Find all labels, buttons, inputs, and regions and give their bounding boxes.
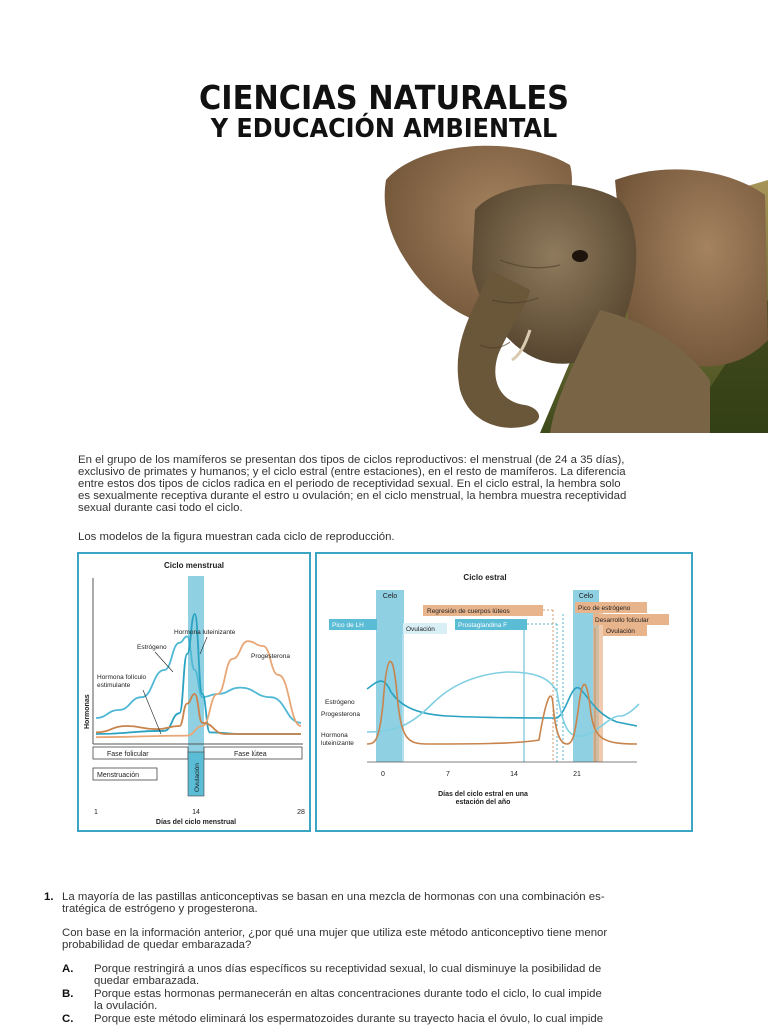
label-lh: Hormona luteinizante xyxy=(174,629,236,636)
page-title: CIENCIAS NATURALES xyxy=(199,78,569,117)
intro-line: sexual durante casi todo el ciclo. xyxy=(78,502,243,514)
page-subtitle: Y EDUCACIÓN AMBIENTAL xyxy=(210,114,558,144)
option-letter: C. xyxy=(62,1013,74,1025)
x-tick-label: 21 xyxy=(573,771,581,778)
x-tick-label: 14 xyxy=(510,771,518,778)
leader-fsh xyxy=(143,690,161,734)
label-fsh-1: Hormona folículo xyxy=(97,674,147,681)
y-axis-label: Hormonas xyxy=(84,694,91,729)
celo-band-1 xyxy=(376,590,404,762)
label-luteal: Fase lútea xyxy=(234,751,267,758)
x-tick-label: 7 xyxy=(446,771,450,778)
follicular-band xyxy=(593,606,603,762)
option-text: Porque restringirá a unos días específicos su receptividad sexual, lo cual disminuye la posibilidad de xyxy=(94,963,602,975)
option-a[interactable] xyxy=(62,963,601,975)
question-stem-line: La mayoría de las pastillas anticonceptivas se basan en una mezcla de hormonas con una combinación es- xyxy=(62,891,605,903)
option-b-continued: la ovulación. xyxy=(94,1000,158,1012)
estrous-cycle-figure xyxy=(315,552,693,832)
label-estrogen: Estrógeno xyxy=(325,699,355,706)
figure-intro: Los modelos de la figura muestran cada ciclo de reproducción. xyxy=(78,531,395,543)
label-lh-peak: Pico de LH xyxy=(332,622,364,629)
label-lh-2: luteinizante xyxy=(321,740,354,747)
label-menstruation: Menstruación xyxy=(97,772,140,779)
intro-line: entre estos dos tipos de ciclos radica en el periodo de receptividad sexual. En el ciclo estral, la hembra solo xyxy=(78,478,621,490)
label-lh-1: Hormona xyxy=(321,732,348,739)
label-follicular-development: Desarrollo folicular xyxy=(595,617,649,624)
x-axis-label-1: Días del ciclo estral en una xyxy=(438,791,528,798)
label-ovulation-2: Ovulación xyxy=(606,628,635,635)
option-text: Porque estas hormonas permanecerán en altas concentraciones durante todo el ciclo, lo cual impide xyxy=(94,988,602,1000)
label-celo-1: Celo xyxy=(382,593,398,600)
question-prompt-line: Con base en la información anterior, ¿por qué una mujer que utiliza este método anticonceptivo tiene menor xyxy=(62,927,608,939)
intro-line: En el grupo de los mamíferos se presentan dos tipos de ciclos reproductivos: el menstrual (de 24 a 35 días), xyxy=(78,454,625,466)
chart-title: Ciclo menstrual xyxy=(163,561,225,570)
elephant-photo xyxy=(380,140,768,433)
option-a-continued: quedar embarazada. xyxy=(94,975,200,987)
label-progesterone: Progesterona xyxy=(321,711,361,718)
question-number: 1. xyxy=(44,891,54,903)
menstrual-cycle-chart xyxy=(79,554,309,830)
label-estrogen: Estrógeno xyxy=(137,644,167,651)
x-tick-label: 14 xyxy=(192,809,200,816)
x-axis-label: Días del ciclo menstrual xyxy=(155,819,237,826)
option-b[interactable] xyxy=(62,988,602,1000)
label-fsh-2: estimulante xyxy=(97,682,131,689)
question-prompt-line: probabilidad de quedar embarazada? xyxy=(62,939,252,951)
estrous-cycle-chart xyxy=(317,554,691,830)
label-estrogen-peak: Pico de estrógeno xyxy=(578,605,631,612)
label-progesterone: Progesterona xyxy=(251,653,291,660)
x-tick-label: 0 xyxy=(381,771,385,778)
x-tick-label: 28 xyxy=(297,809,305,816)
option-text: Porque este método eliminará los espermatozoides durante su trayecto hacia el óvulo, lo cual impide xyxy=(94,1013,604,1025)
label-regression: Regresión de cuerpos lúteos xyxy=(427,608,510,615)
label-prostaglandin: Prostaglandina F xyxy=(458,622,508,629)
label-ovulation: Ovulación xyxy=(194,763,201,792)
x-tick-label: 1 xyxy=(94,809,98,816)
intro-line: exclusivo de primates y humanos; y el ciclo estral (entre estaciones), en el resto de mamíferos. La diferencia xyxy=(78,466,626,478)
option-c[interactable] xyxy=(62,1013,603,1025)
menstrual-cycle-figure xyxy=(77,552,311,832)
chart-title: Ciclo estral xyxy=(463,573,507,582)
label-celo-2: Celo xyxy=(578,593,594,600)
label-follicular: Fase folicular xyxy=(107,751,149,758)
label-ovulation-1: Ovulación xyxy=(406,626,435,633)
x-axis-label-2: estación del año xyxy=(455,799,511,806)
intro-line: es sexualmente receptiva durante el estro u ovulación; en el ciclo menstrual, la hembra muestra receptividad xyxy=(78,490,627,502)
question-stem-line: tratégica de estrógeno y progesterona. xyxy=(62,903,258,915)
option-letter: B. xyxy=(62,988,74,1000)
option-letter: A. xyxy=(62,963,74,975)
